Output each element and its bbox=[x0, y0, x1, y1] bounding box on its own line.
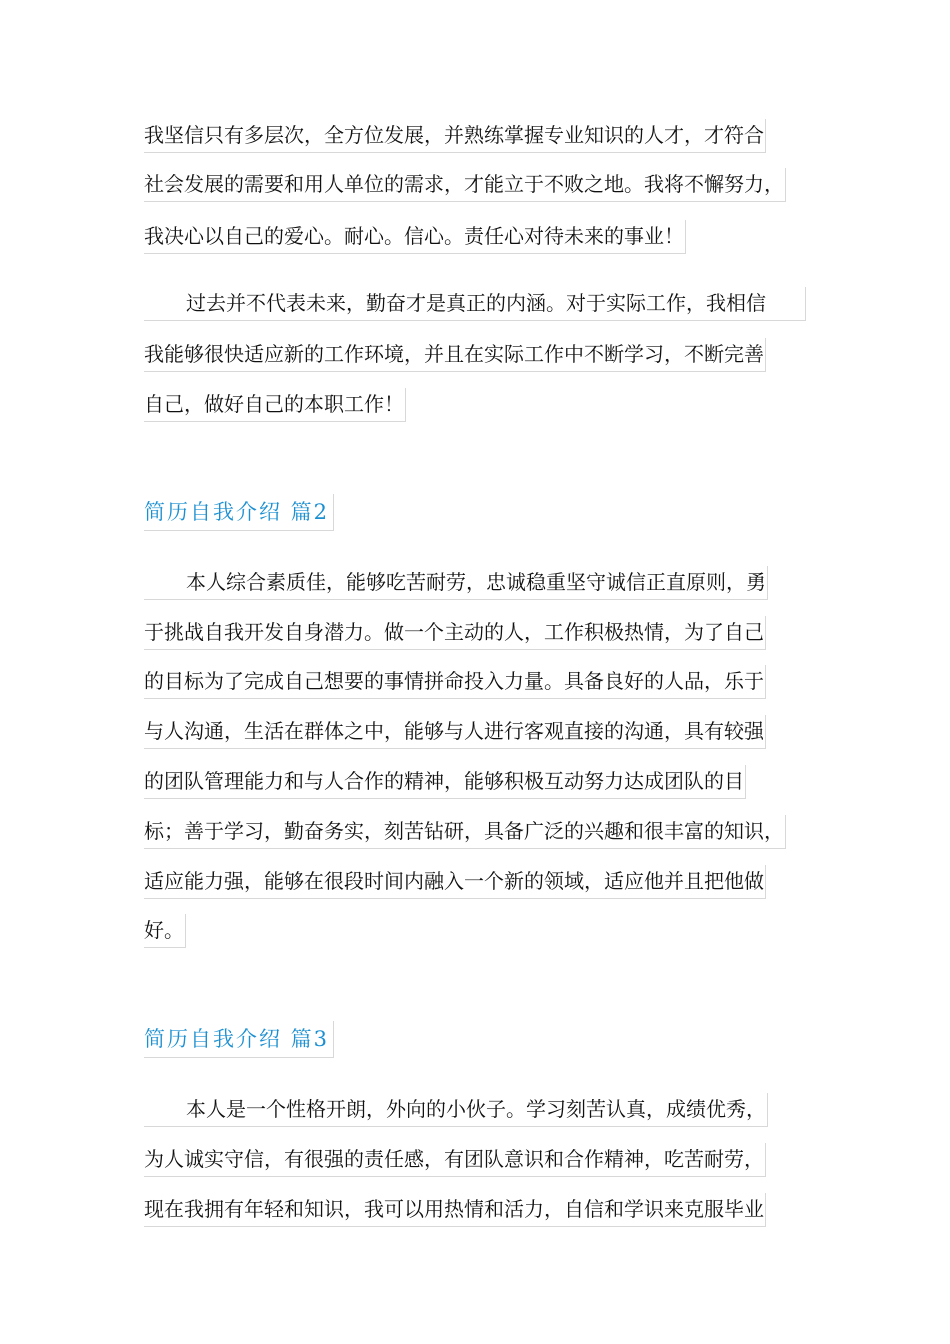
text-line: 本人是一个性格开朗，外向的小伙子。学习刻苦认真，成绩优秀， bbox=[144, 1093, 768, 1127]
text-line: 社会发展的需要和用人单位的需求，才能立于不败之地。我将不懈努力， bbox=[144, 168, 786, 202]
text-line: 的团队管理能力和与人合作的精神，能够积极互动努力达成团队的目 bbox=[144, 765, 746, 799]
text-line: 标；善于学习，勤奋务实，刻苦钻研，具备广泛的兴趣和很丰富的知识， bbox=[144, 815, 786, 849]
text-line: 本人综合素质佳，能够吃苦耐劳，忠诚稳重坚守诚信正直原则，勇 bbox=[144, 566, 768, 600]
section-heading: 简历自我介绍 篇2 bbox=[144, 494, 334, 531]
text-line: 与人沟通，生活在群体之中，能够与人进行客观直接的沟通，具有较强 bbox=[144, 715, 766, 749]
text-line: 现在我拥有年轻和知识，我可以用热情和活力，自信和学识来克服毕业 bbox=[144, 1193, 766, 1227]
text-line: 为人诚实守信，有很强的责任感，有团队意识和合作精神，吃苦耐劳， bbox=[144, 1143, 766, 1177]
section-heading: 简历自我介绍 篇3 bbox=[144, 1021, 334, 1058]
text-line: 的目标为了完成自己想要的事情拼命投入力量。具备良好的人品，乐于 bbox=[144, 665, 766, 699]
text-line: 适应能力强，能够在很段时间内融入一个新的领域，适应他并且把他做 bbox=[144, 865, 766, 899]
text-line: 好。 bbox=[144, 914, 186, 948]
text-line: 自己，做好自己的本职工作！ bbox=[144, 388, 406, 422]
text-line: 过去并不代表未来，勤奋才是真正的内涵。对于实际工作，我相信 bbox=[144, 287, 806, 321]
text-line: 我决心以自己的爱心。耐心。信心。责任心对待未来的事业！ bbox=[144, 220, 686, 254]
text-line: 我坚信只有多层次，全方位发展，并熟练掌握专业知识的人才，才符合 bbox=[144, 119, 766, 153]
text-line: 我能够很快适应新的工作环境，并且在实际工作中不断学习，不断完善 bbox=[144, 338, 766, 372]
text-line: 于挑战自我开发自身潜力。做一个主动的人，工作积极热情，为了自己 bbox=[144, 616, 766, 650]
